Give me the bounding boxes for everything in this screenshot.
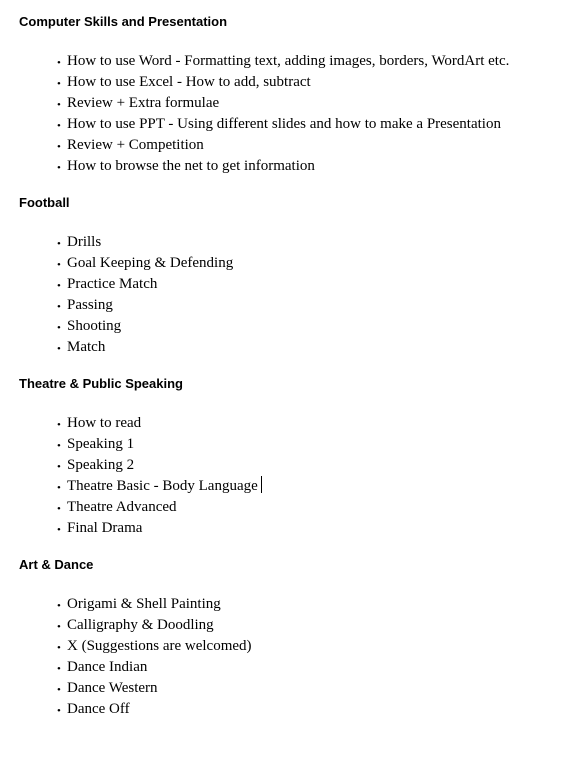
list-item-text: Origami & Shell Painting [67,596,221,612]
bullet-icon: • [57,322,61,335]
list-item-text: Passing [67,297,113,314]
bullet-icon: • [57,280,61,293]
bullet-icon: • [57,684,61,697]
list-item-text: Review + Extra formulae [67,95,220,112]
list-item-text: Speaking 1 [67,436,135,453]
bullet-icon: • [57,259,61,272]
list-item-text: Review + Competition [67,137,204,154]
list-item-text: Theatre Basic - Body Language [67,478,258,495]
bullet-icon: • [57,141,61,154]
bullet-icon: • [57,663,61,676]
list-item-text: Match [67,339,106,356]
list-item-text: Calligraphy & Doodling [67,617,214,634]
list-item-text: Dance Indian [67,659,148,676]
bullet-icon: • [57,482,61,495]
list-item-text: How to use Word - Formatting text, adding images, borders, WordArt etc. [67,53,510,69]
list-item-text: X (Suggestions are welcomed) [67,638,252,655]
list-item-text: Speaking 2 [67,457,135,474]
list-item-text: Theatre Advanced [67,499,177,516]
list-item-text: Dance Off [67,701,130,718]
section-heading: Art & Dance [19,557,94,572]
section-heading: Theatre & Public Speaking [19,376,183,391]
bullet-icon: • [57,419,61,431]
list-item-text: Goal Keeping & Defending [67,255,234,272]
bullet-icon: • [57,600,61,612]
bullet-icon: • [57,524,61,537]
bullet-icon: • [57,440,61,453]
text-cursor [261,476,262,493]
bullet-icon: • [57,162,61,175]
list-item-text: Dance Western [67,680,158,697]
bullet-icon: • [57,461,61,474]
list-item-text: Practice Match [67,276,158,293]
list-item-text: How to browse the net to get information [67,158,315,175]
bullet-icon: • [57,99,61,112]
list-item-text: Shooting [67,318,122,335]
list-item-text: How to read [67,415,142,431]
bullet-icon: • [57,705,61,718]
bullet-icon: • [57,503,61,516]
bullet-icon: • [57,120,61,133]
bullet-icon: • [57,642,61,655]
section-heading: Computer Skills and Presentation [19,14,228,29]
list-item-text: How to use PPT - Using different slides and how to make a Presentation [67,116,501,133]
bullet-icon: • [57,301,61,314]
section-heading: Football [19,195,70,210]
list-item-text: Drills [67,234,102,250]
list-item-text: How to use Excel - How to add, subtract [67,74,311,91]
bullet-icon: • [57,238,61,250]
bullet-icon: • [57,57,61,69]
bullet-icon: • [57,343,61,356]
bullet-icon: • [57,621,61,634]
list-item-text-with-caret[interactable] [67,476,262,496]
bullet-icon: • [57,78,61,91]
list-item-text: Final Drama [67,520,143,537]
